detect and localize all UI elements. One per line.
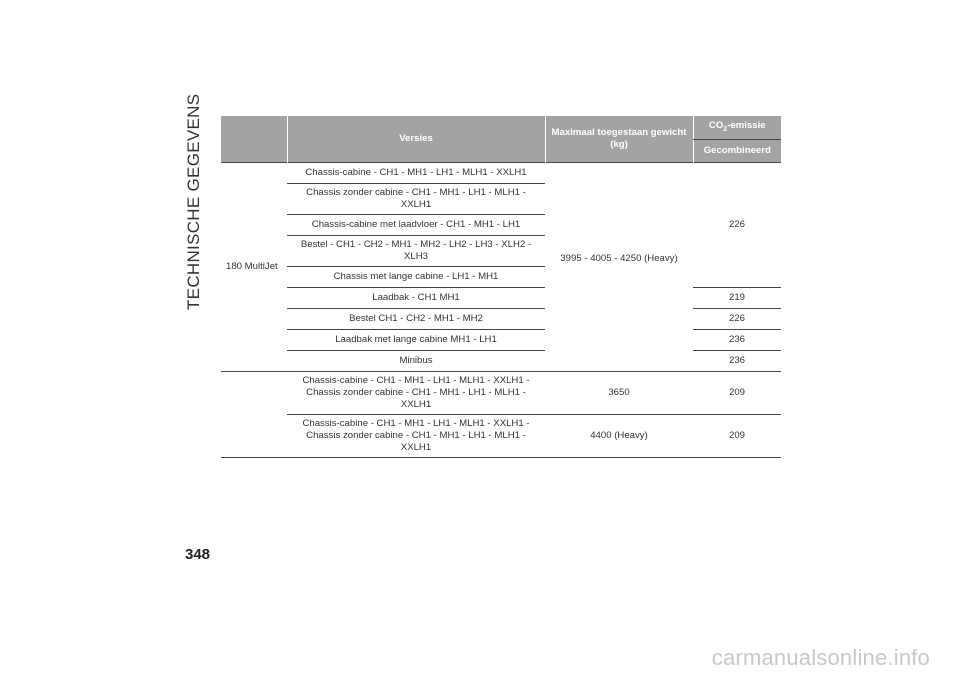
emission-cell: 209	[693, 372, 781, 415]
table-row	[221, 309, 781, 330]
emission-cell: 219	[693, 288, 781, 309]
weight-cell: 4400 (Heavy)	[545, 415, 693, 458]
section-title-text: TECHNISCHE GEGEVENS	[184, 93, 203, 310]
table-row	[221, 415, 781, 458]
version-cell: Laadbak - CH1 MH1	[287, 288, 545, 309]
table-row	[221, 288, 781, 309]
version-cell: Minibus	[287, 351, 545, 372]
header-co2-emission	[693, 116, 781, 140]
header-max-weight: Maximaal toegestaan gewicht (kg)	[545, 116, 693, 163]
co2-suffix: -emissie	[727, 119, 766, 131]
version-cell: Chassis-cabine - CH1 - MH1 - LH1 - MLH1 - XXLH1 - Chassis zonder cabine - CH1 - MH1 - LH1 - MLH1 - XXLH1	[287, 415, 545, 458]
version-cell: Chassis-cabine - CH1 - MH1 - LH1 - MLH1 - XXLH1 - Chassis zonder cabine - CH1 - MH1 - LH1 - MLH1 - XXLH1	[287, 372, 545, 415]
table-row	[221, 330, 781, 351]
engine-cell: 180 MultiJet	[221, 163, 287, 372]
weight-cell: 3650	[545, 372, 693, 415]
version-cell: Chassis zonder cabine - CH1 - MH1 - LH1 - MLH1 - XXLH1	[287, 184, 545, 215]
table-header-row	[221, 116, 781, 140]
emission-table	[221, 116, 781, 458]
version-cell: Chassis-cabine - CH1 - MH1 - LH1 - MLH1 - XXLH1	[287, 163, 545, 184]
blank-engine-cell	[221, 415, 287, 458]
version-cell: Bestel - CH1 - CH2 - MH1 - MH2 - LH2 - LH3 - XLH2 - XLH3	[287, 236, 545, 267]
section-title	[180, 93, 208, 310]
header-combined: Gecombineerd	[693, 140, 781, 163]
table-row	[221, 372, 781, 415]
page-number: 348	[185, 546, 211, 563]
version-cell: Chassis-cabine met laadvloer - CH1 - MH1 - LH1	[287, 215, 545, 236]
version-cell: Chassis met lange cabine - LH1 - MH1	[287, 267, 545, 288]
table-row	[221, 351, 781, 372]
blank-engine-cell	[221, 372, 287, 415]
emission-cell: 209	[693, 415, 781, 458]
table-row	[221, 163, 781, 184]
header-blank-cell	[221, 116, 287, 163]
emission-cell: 226	[693, 309, 781, 330]
header-versies: Versies	[287, 116, 545, 163]
emission-cell: 236	[693, 330, 781, 351]
emission-cell: 236	[693, 351, 781, 372]
watermark: carmanualsonline.info	[711, 645, 930, 670]
co2-subscript: 2	[723, 125, 728, 133]
version-cell: Laadbak met lange cabine MH1 - LH1	[287, 330, 545, 351]
version-cell: Bestel CH1 - CH2 - MH1 - MH2	[287, 309, 545, 330]
weight-cell: 3995 - 4005 - 4250 (Heavy)	[545, 163, 693, 372]
emission-cell: 226	[693, 163, 781, 288]
co2-prefix: CO	[708, 119, 724, 131]
